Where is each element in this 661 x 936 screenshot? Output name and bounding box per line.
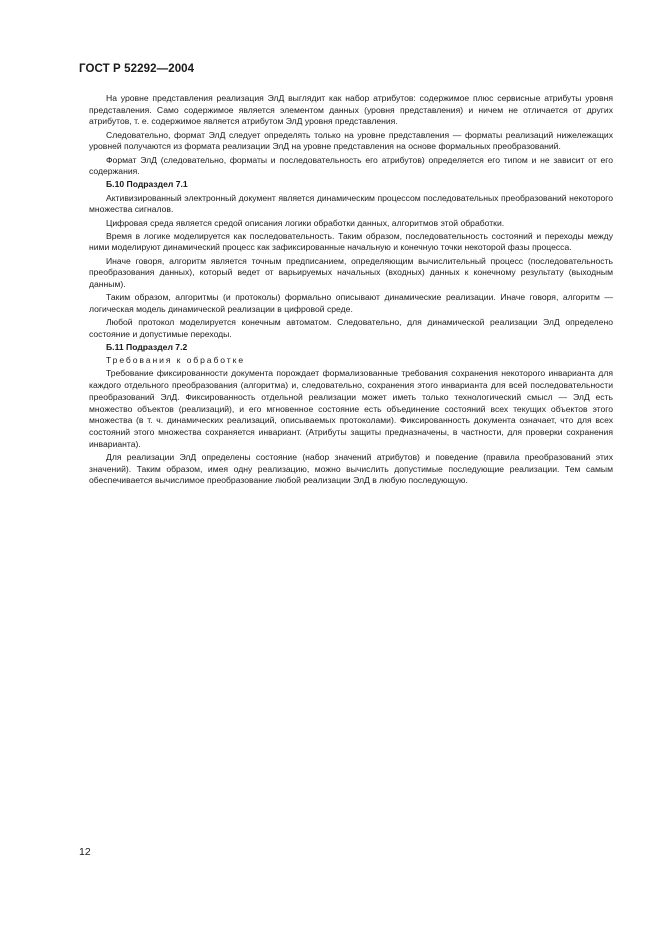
subsection-title: Требования к обработке — [106, 355, 246, 366]
paragraph: Иначе говоря, алгоритм является точным предписанием, определяющим вычислительный процесс (последовательность преобразования данных), который ведет от варьируемых начальных (входных) данных к конечному результату (выходным данным). — [89, 255, 613, 290]
paragraph: Любой протокол моделируется конечным автоматом. Следовательно, для динамической реализации ЭлД определено состояние и допустимые переходы. — [89, 317, 613, 339]
document-body — [89, 93, 613, 489]
section-heading: Б.11 Подраздел 7.2 — [106, 342, 188, 353]
paragraph: На уровне представления реализация ЭлД выглядит как набор атрибутов: содержимое плюс сервисные атрибуты уровня представления. Само содержимое является элементом данных (уровня представления) и ничем не отличается от других атрибутов, т. е. содержимое является атрибутом ЭлД уровня представления. — [89, 93, 613, 127]
paragraph: Время в логике моделируется как последовательность. Таким образом, последовательность состояний и переходы между ними моделируют динамический процесс как зафиксированные начальную и конечную точки некоторой фазы процесса. — [89, 230, 613, 253]
document-header: ГОСТ Р 52292—2004 — [79, 63, 195, 75]
paragraph: Таким образом, алгоритмы (и протоколы) формально описывают динамические реализации. Иначе говоря, алгоритм — логическая модель динамической реализации в цифровой среде. — [89, 292, 613, 314]
paragraph: Требование фиксированности документа порождает формализованные требования сохранения некоторого инварианта для каждого отдельного преобразования (алгоритма) и, следовательно, сохранения этого инварианта для всей последовательности преобразований ЭлД. Фиксированность отдельной реализации может иметь только технологический смысл — ЭлД есть множество объектов (реализаций), и его мгновенное состояние есть объединение состояний всех текущих объектов этого множества (в т. ч. динамических реализаций, описываемых протоколами). Фиксированность документа означает, что для всех состояний этого множества сохраняется инвариант. (Атрибуты защиты предназначены, в частности, для проверки сохранения инварианта). — [89, 368, 613, 449]
paragraph: Цифровая среда является средой описания логики обработки данных, алгоритмов этой обработки. — [106, 217, 505, 228]
paragraph: Для реализации ЭлД определены состояние (набор значений атрибутов) и поведение (правила преобразований этих значений). Таким образом, имея одну реализацию, можно вычислить допустимые последующие реализации. Тем самым обеспечивается вычислимое преобразование любой реализации ЭлД в любую последующую. — [89, 451, 613, 486]
section-heading: Б.10 Подраздел 7.1 — [106, 179, 188, 190]
paragraph: Активизированный электронный документ является динамическим процессом последовательных преобразований некоторого множества сигналов. — [89, 192, 613, 215]
paragraph: Следовательно, формат ЭлД следует определять только на уровне представления — форматы реализаций нижележащих уровней получаются из формата реализации ЭлД на уровне представления на основе формальных преобразований. — [89, 129, 613, 152]
page-number: 12 — [79, 846, 91, 858]
paragraph: Формат ЭлД (следовательно, форматы и последовательность его атрибутов) определяется его типом и не зависит от его содержания. — [89, 154, 613, 177]
